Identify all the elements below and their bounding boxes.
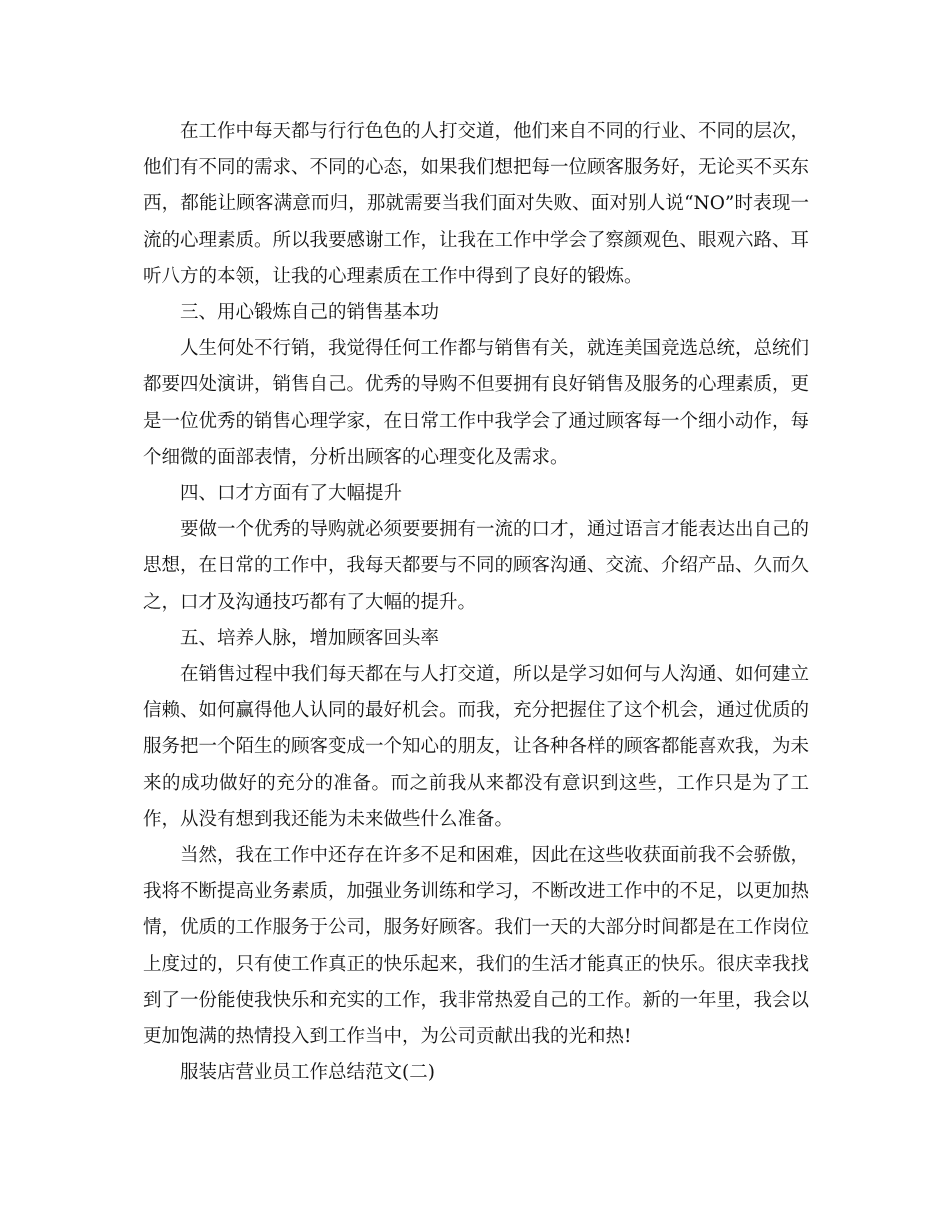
paragraph-sales-skills: 人生何处不行销，我觉得任何工作都与销售有关，就连美国竞选总统，总统们都要四处演讲，销售自己。优秀的导购不但要拥有良好销售及服务的心理素质，更是一位优秀的销售心理学家，在日常工作中我学会了通过顾客每一个细小动作，每个细微的面部表情，分析出顾客的心理变化及需求。 xyxy=(143,338,810,468)
section-heading-eloquence: 四、口才方面有了大幅提升 xyxy=(180,483,403,505)
section-heading-sales-skills: 三、用心锻炼自己的销售基本功 xyxy=(180,302,440,324)
paragraph-customer-service: 在工作中每天都与行行色色的人打交道，他们来自不同的行业、不同的层次，他们有不同的需求、不同的心态，如果我们想把每一位顾客服务好，无论买不买东西，都能让顾客满意而归，那就需要当我们面对失败、面对别人说“NO”时表现一流的心理素质。所以我要感谢工作，让我在工作中学会了察颜观色、眼观六路、耳听八方的本领，让我的心理素质在工作中得到了良好的锻炼。 xyxy=(143,121,810,287)
document-subtitle-part-two: 服装店营业员工作总结范文(二) xyxy=(180,1062,435,1084)
paragraph-network: 在销售过程中我们每天都在与人打交道，所以是学习如何与人沟通、如何建立信赖、如何赢得他人认同的最好机会。而我，充分把握住了这个机会，通过优质的服务把一个陌生的顾客变成一个知心的朋友，让各种各样的顾客都能喜欢我，为未来的成功做好的充分的准备。而之前我从来都没有意识到这些，工作只是为了工作，从没有想到我还能为未来做些什么准备。 xyxy=(143,664,810,830)
paragraph-eloquence: 要做一个优秀的导购就必须要要拥有一流的口才，通过语言才能表达出自己的思想，在日常的工作中，我每天都要与不同的顾客沟通、交流、介绍产品、久而久之，口才及沟通技巧都有了大幅的提升。 xyxy=(143,519,810,613)
document-body xyxy=(143,114,809,1091)
paragraph-conclusion: 当然，我在工作中还存在许多不足和困难，因此在这些收获面前我不会骄傲，我将不断提高业务素质，加强业务训练和学习，不断改进工作中的不足，以更加热情，优质的工作服务于公司，服务好顾客。我们一天的大部分时间都是在工作岗位上度过的，只有使工作真正的快乐起来，我们的生活才能真正的快乐。很庆幸我找到了一份能使我快乐和充实的工作，我非常热爱自己的工作。新的一年里，我会以更加饱满的热情投入到工作当中，为公司贡献出我的光和热! xyxy=(143,845,810,1048)
section-heading-network: 五、培养人脉，增加顾客回头率 xyxy=(180,627,440,649)
